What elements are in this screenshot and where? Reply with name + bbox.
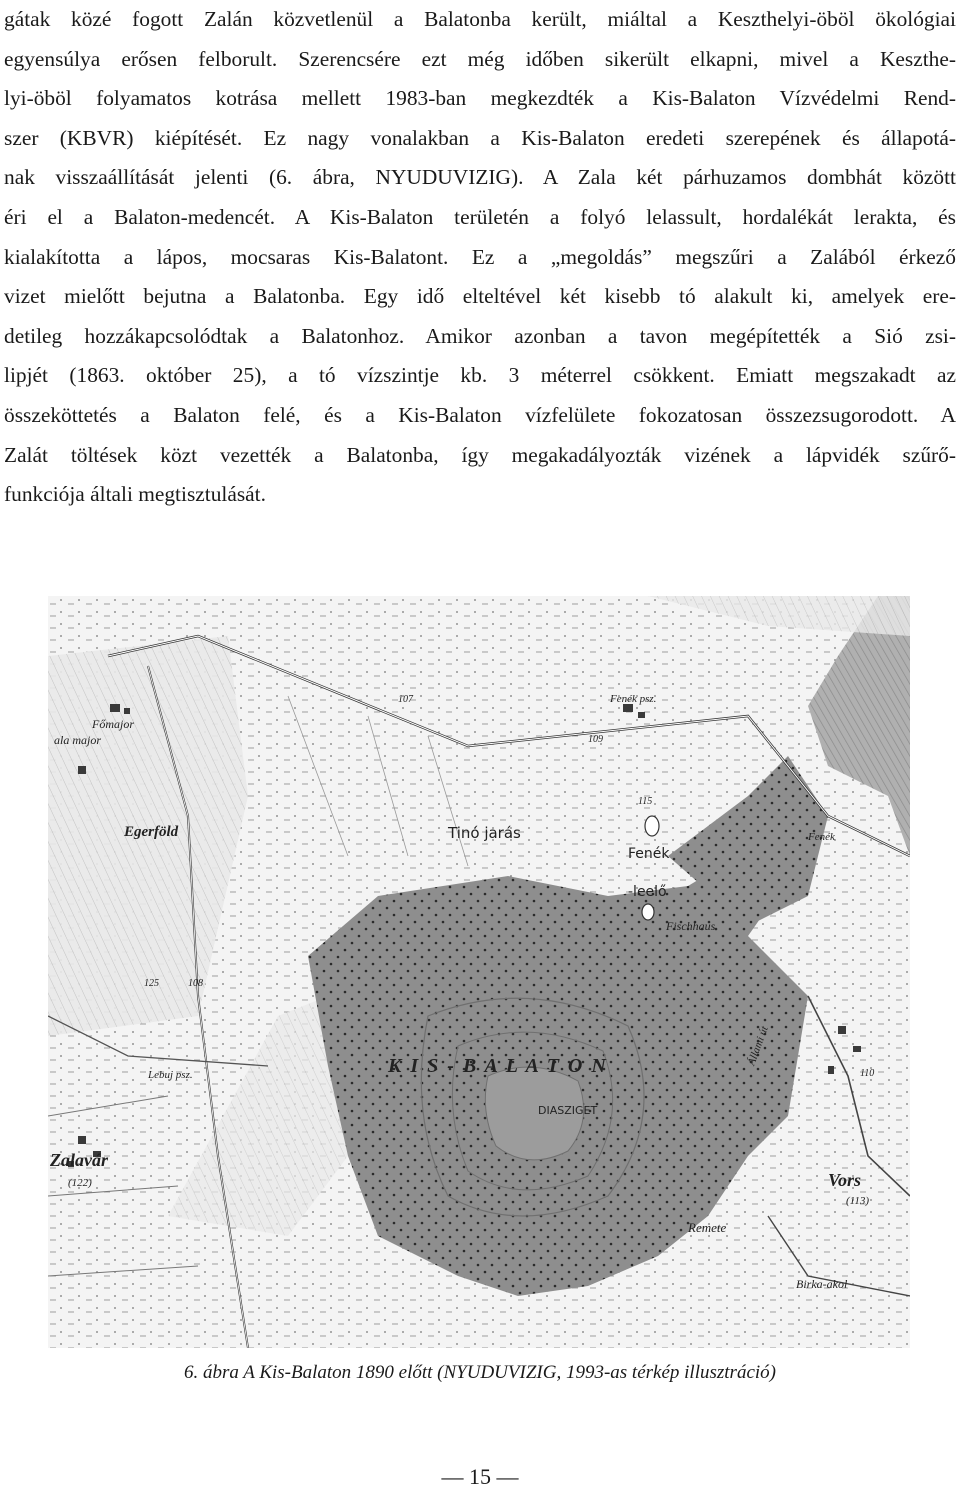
map-label-zalavar-num: (122): [68, 1177, 92, 1189]
body-line: egyensúlya erősen felborult. Szerencsére ezt még időben sikerült elkapni, mivel a Keszthe-: [4, 46, 956, 71]
map-label-egerfold: Egerföld: [124, 824, 179, 840]
map-label-fenek: Fenék: [628, 846, 670, 862]
map-label-110: 110: [860, 1068, 875, 1079]
figure-caption: 6. ábra A Kis-Balaton 1890 előtt (NYUDUVIZIG, 1993-as térkép illusztráció): [184, 1362, 776, 1383]
map-label-tino-jaras: Tinó jarás: [448, 824, 521, 842]
map-label-115: 115: [638, 796, 653, 807]
body-paragraph: [4, 0, 956, 515]
body-line: gátak közé fogott Zalán közvetlenül a Balatonba került, miáltal a Keszthelyi-öböl ökológiai: [4, 7, 956, 31]
map-label-fischhaus: Fischhaus: [666, 919, 716, 933]
map-label-leelo: -leelő: [628, 884, 667, 900]
body-line: összeköttetés a Balaton felé, és a Kis-Balaton vízfelülete fokozatosan összezsugorodott. A: [4, 402, 956, 427]
body-line: Zalát töltések közt vezették a Balatonba, így megakadályozták vizének a lápvidék szűrő-: [4, 442, 956, 467]
body-line: éri el a Balaton-medencét. A Kis-Balaton területén a folyó lelassult, hordalékát lerakta, és: [4, 204, 956, 229]
map-label-fenek-psz: Fenék psz.: [610, 693, 657, 705]
map-label-vors-num: (113): [846, 1195, 870, 1207]
map-label-major2: ala major: [54, 733, 102, 747]
map-label-107: 107: [398, 694, 413, 705]
page-number: — 15 —: [441, 1464, 519, 1489]
map-label-kis-balaton: K I S - B A L A T O N: [388, 1055, 608, 1077]
body-line: nak visszaállítását jelenti (6. ábra, NYUDUVIZIG). A Zala két párhuzamos dombhát között: [4, 165, 956, 190]
body-line: lyi-öböl folyamatos kotrása mellett 1983-ban megkezdték a Kis-Balaton Vízvédelmi Rend-: [4, 86, 956, 111]
map-label-zalavar: Zalavár: [50, 1150, 108, 1170]
map-label-lebuj: Lebuj psz.: [148, 1069, 193, 1081]
map-label-diasziget: DIASZIGET: [538, 1104, 598, 1117]
body-line: funkciója általi megtisztulását.: [4, 482, 266, 507]
map-label-108: 108: [188, 978, 203, 989]
kis-balaton-map: [48, 596, 910, 1348]
body-line: kialakította a lápos, mocsaras Kis-Balatont. Ez a „megoldás” megszűri a Zalából érkező: [4, 244, 956, 269]
map-label-birka-akol: Birka-akol: [796, 1277, 848, 1291]
body-line: detileg hozzákapcsolódtak a Balatonhoz. Amikor azonban a tavon megépítették a Sió zsi-: [4, 323, 956, 348]
map-figure: [48, 596, 910, 1348]
map-label-allami: Állami út: [745, 1024, 771, 1068]
map-label-major: Főmajor: [92, 717, 134, 731]
map-label-125: 125: [144, 978, 159, 989]
map-label-fenek-right: Fenék: [808, 831, 835, 843]
body-line: szer (KBVR) kiépítését. Ez nagy vonalakban a Kis-Balaton eredeti szerepének és állapotá-: [4, 125, 956, 150]
map-label-109: 109: [588, 734, 603, 745]
map-label-vors: Vors: [828, 1170, 862, 1190]
body-line: vizet mielőtt bejutna a Balatonba. Egy idő elteltével két kisebb tó alakult ki, amelyek ere-: [4, 284, 956, 309]
map-label-remete: Remete: [688, 1220, 727, 1235]
body-line: lipjét (1863. október 25), a tó vízszintje kb. 3 méterrel csökkent. Emiatt megszakadt az: [4, 363, 956, 388]
